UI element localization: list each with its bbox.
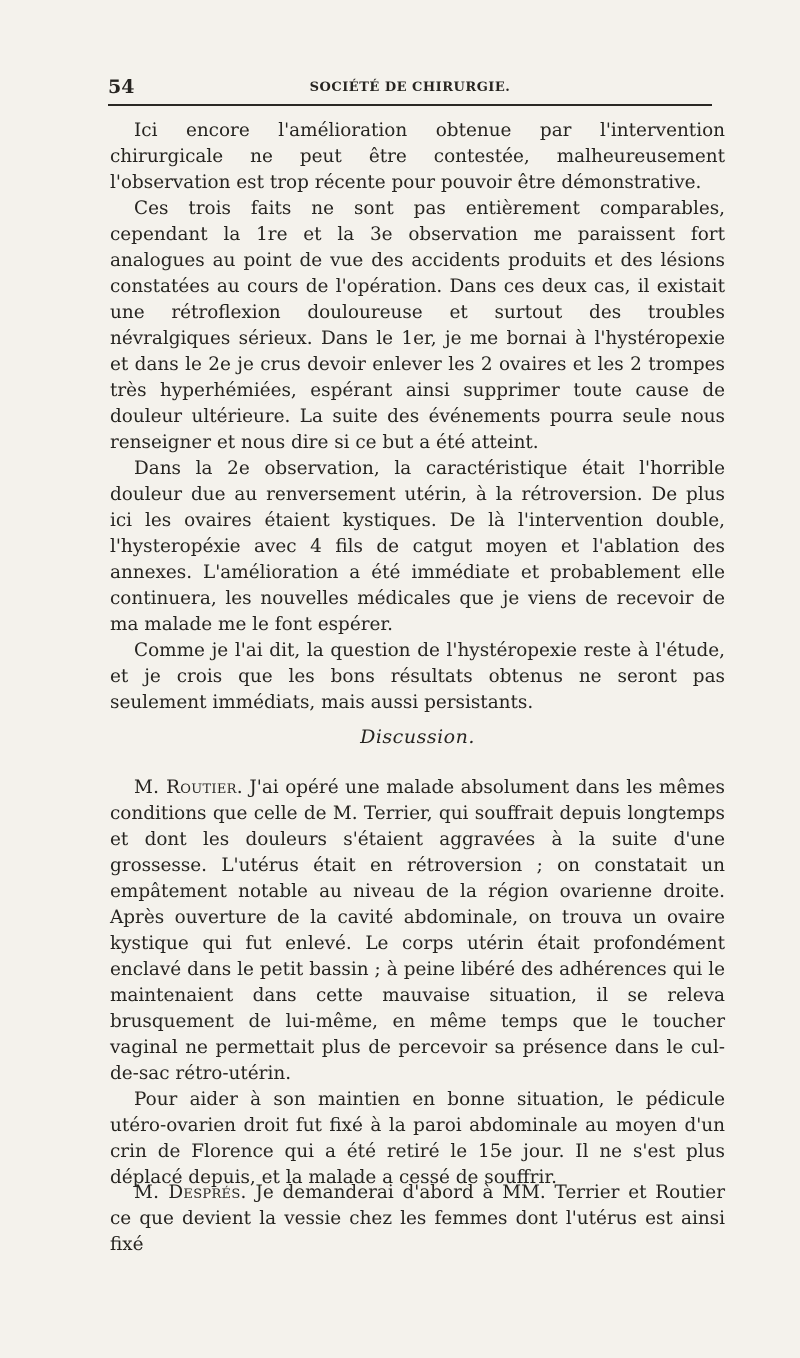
speech-text: Je demanderai d'abord à MM. Terrier et Routier ce que devient la vessie chez les femmes dont l'utérus est ainsi fixé xyxy=(110,1182,725,1255)
speech-text: Pour aider à son maintien en bonne situation, le pédicule utéro-ovarien droit fut fixé à la paroi abdominale au moyen d'un crin de Florence qui a été retiré le 15e jour. Il ne s'est plus déplacé depuis, et la malade a cessé de souffrir. xyxy=(110,1089,725,1188)
discussion-text-continued xyxy=(110,1180,725,1258)
discussion-paragraph xyxy=(110,1180,725,1258)
paragraph: Ces trois faits ne sont pas entièrement comparables, cependant la 1re et la 3e observation me paraissent fort analogues au point de vue des accidents produits et des lésions constatées au cours de l'opération. Dans ces deux cas, il existait une rétroflexion douloureuse et surtout des troubles névralgiques sérieux. Dans le 1er, je me bornai à l'hystéropexie et dans le 2e je crus devoir enlever les 2 ovaires et les 2 trompes très hyperhémiées, espérant ainsi supprimer toute cause de douleur ultérieure. La suite des événements pourra seule nous renseigner et nous dire si ce but a été atteint. xyxy=(110,198,725,453)
discussion-paragraph xyxy=(110,1087,725,1191)
speech-text: J'ai opéré une malade absolument dans les mêmes conditions que celle de M. Terrier, qui souffrait depuis longtemps et dont les douleurs s'étaient aggravées à la suite d'une grossesse. L'utérus était en rétroversion ; on constatait un empâtement notable au niveau de la région ovarienne droite. Après ouverture de la cavité abdominale, on trouva un ovaire kystique qui fut enlevé. Le corps utérin était profondément enclavé dans le petit bassin ; à peine libéré des adhérences qui le maintenaient dans cette mauvaise situation, il se releva brusquement de lui-même, en même temps que le toucher vaginal ne permettait plus de percevoir sa présence dans le cul-de-sac rétro-utérin. xyxy=(110,777,725,1084)
discussion-text xyxy=(110,775,725,1191)
page-number: 54 xyxy=(108,76,135,98)
running-title: SOCIÉTÉ DE CHIRURGIE. xyxy=(309,80,511,95)
paragraph: Dans la 2e observation, la caractéristique était l'horrible douleur due au renversement utérin, à la rétroversion. De plus ici les ovaires étaient kystiques. De là l'intervention double, l'hysteropéxie avec 4 fils de catgut moyen et l'ablation des annexes. L'amélioration a été immédiate et probablement elle continuera, les nouvelles médicales que je viens de recevoir de ma malade me le font espérer. xyxy=(110,458,725,635)
header-rule xyxy=(108,104,712,106)
paragraph: Comme je l'ai dit, la question de l'hystéropexie reste à l'étude, et je crois que les bons résultats obtenus ne seront pas seulement immédiats, mais aussi persistants. xyxy=(110,640,725,713)
page-header xyxy=(108,72,712,102)
main-text xyxy=(110,118,725,716)
discussion-paragraph xyxy=(110,775,725,1087)
speaker-name: M. Després. xyxy=(134,1182,247,1203)
section-title: Discussion. xyxy=(360,726,475,748)
speaker-name: M. Routier. xyxy=(134,777,243,798)
paragraph: Ici encore l'amélioration obtenue par l'intervention chirurgicale ne peut être contestée, malheureusement l'observation est trop récente pour pouvoir être démonstrative. xyxy=(110,120,725,193)
